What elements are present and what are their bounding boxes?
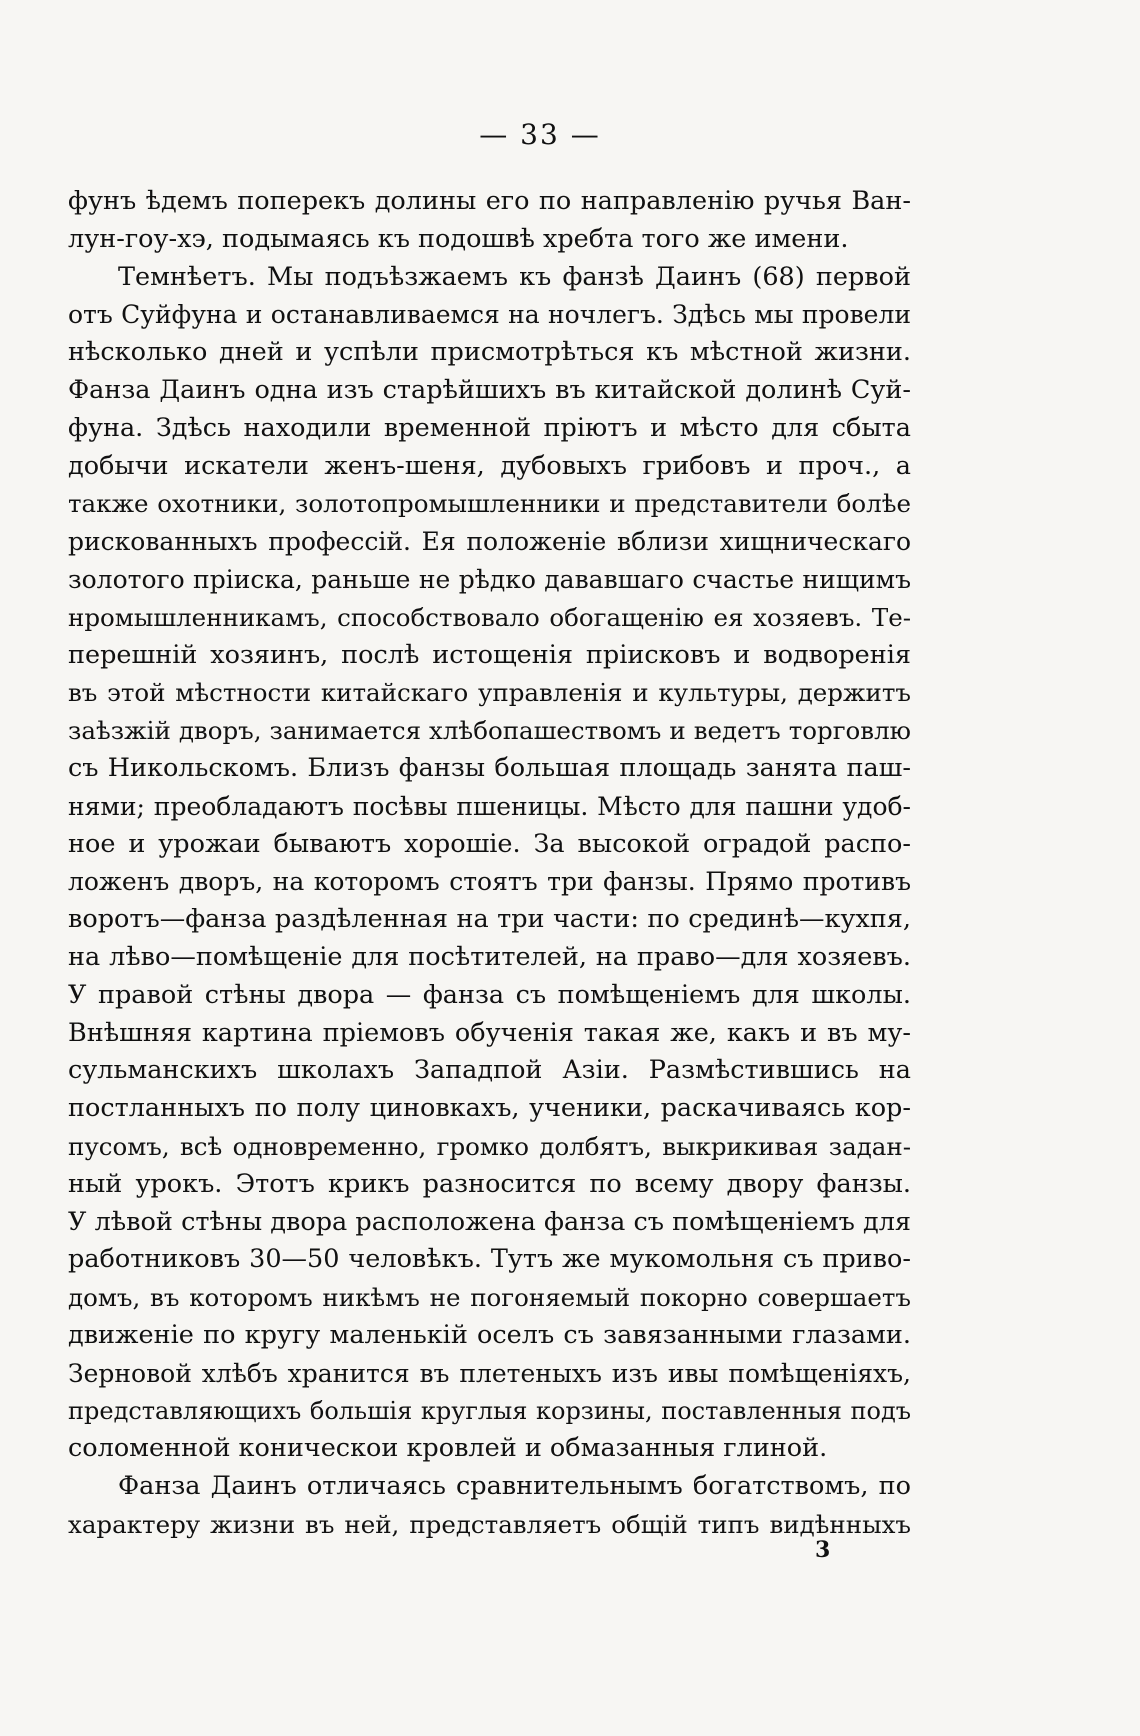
text-line: на лѣво—помѣщеніе для посѣтителей, на право—для хозяевъ. bbox=[68, 941, 911, 972]
text-line: ное и урожаи бываютъ хорошіе. За высокой оградой распо- bbox=[68, 828, 911, 859]
sheet-signature: 3 bbox=[815, 1537, 831, 1563]
text-line: движеніе по кругу маленькій оселъ съ завязанными глазами. bbox=[68, 1319, 911, 1350]
text-line: У лѣвой стѣны двора расположена фанза съ помѣщеніемъ для bbox=[68, 1206, 911, 1237]
text-line: добычи искатели женъ-шеня, дубовыхъ грибовъ и проч., а bbox=[68, 450, 911, 481]
text-line: характеру жизни въ ней, представляетъ общій типъ видѣнныхъ bbox=[68, 1509, 911, 1539]
text-line: представляющихъ большія круглыя корзины, поставленныя подъ bbox=[68, 1396, 911, 1425]
text-line: соломенной коническои кровлей и обмазанныя глиной. bbox=[68, 1433, 828, 1464]
text-line: нѣсколько дней и успѣли присмотрѣться къ мѣстной жизни. bbox=[68, 337, 911, 368]
text-line: ложенъ дворъ, на которомъ стоятъ три фанзы. Прямо противъ bbox=[68, 867, 911, 897]
text-line: перешній хозяинъ, послѣ истощенія пріисковъ и водворенія bbox=[68, 639, 911, 670]
text-line: У правой стѣны двора — фанза съ помѣщеніемъ для школы. bbox=[68, 979, 911, 1010]
text-line: домъ, въ которомъ никѣмъ не погоняемый покорно совершаетъ bbox=[68, 1283, 911, 1313]
text-line: съ Никольскомъ. Близъ фанзы большая площадь занята паш- bbox=[68, 752, 911, 783]
text-line: заѣзжій дворъ, занимается хлѣбопашествомъ и ведетъ торговлю bbox=[68, 716, 911, 746]
text-line: Зерновой хлѣбъ хранится въ плетеныхъ изъ ивы помѣщеніяхъ, bbox=[68, 1358, 911, 1388]
text-line: фуна. Здѣсь находили временной пріютъ и мѣсто для сбыта bbox=[68, 412, 911, 443]
text-line: фунъ ѣдемъ поперекъ долины его по направленію ручья Ван- bbox=[68, 186, 911, 216]
text-line: золотого пріиска, раньше не рѣдко дававшаго счастье нищимъ bbox=[68, 564, 911, 594]
text-line: Темнѣетъ. Мы подъѣзжаемъ къ фанзѣ Даинъ (68) первой bbox=[118, 261, 911, 292]
page-number: — 33 — bbox=[479, 118, 601, 151]
text-line: въ этой мѣстности китайскаго управленія и культуры, держитъ bbox=[68, 678, 911, 708]
text-line: нями; преобладаютъ посѣвы пшеницы. Мѣсто для пашни удоб- bbox=[68, 791, 911, 821]
text-line: Внѣшняя картина пріемовъ обученія такая же, какъ и въ му- bbox=[68, 1017, 911, 1048]
text-line: пусомъ, всѣ одновременно, громко долбятъ, выкрикивая задан- bbox=[68, 1131, 911, 1161]
text-line: также охотники, золотопромышленники и представители болѣе bbox=[68, 489, 911, 519]
body-text bbox=[68, 183, 911, 1544]
text-line: нромышленникамъ, способствовало обогащенію ея хозяевъ. Те- bbox=[68, 602, 911, 632]
text-line: работниковъ 30—50 человѣкъ. Тутъ же мукомольня съ приво- bbox=[68, 1244, 911, 1275]
text-line: постланныхъ по полу циновкахъ, ученики, раскачиваясь кор- bbox=[68, 1093, 911, 1124]
text-line: рискованныхъ профессій. Ея положеніе вблизи хищническаго bbox=[68, 527, 911, 557]
text-line: лун-гоу-хэ, подымаясь къ подошвѣ хребта того же имени. bbox=[68, 223, 849, 254]
text-line: воротъ—фанза раздѣленная на три части: по срединѣ—кухпя, bbox=[68, 904, 911, 935]
text-line: отъ Суйфуна и останавливаемся на ночлегъ. Здѣсь мы провели bbox=[68, 300, 911, 330]
text-line: сульманскихъ школахъ Западпой Азіи. Размѣстившись на bbox=[68, 1055, 911, 1086]
text-line: Фанза Даинъ отличаясь сравнительнымъ богатствомъ, по bbox=[118, 1471, 911, 1502]
text-line: ный урокъ. Этотъ крикъ разносится по всему двору фанзы. bbox=[68, 1168, 911, 1199]
text-line: Фанза Даинъ одна изъ старѣйшихъ въ китайской долинѣ Суй- bbox=[68, 374, 911, 405]
